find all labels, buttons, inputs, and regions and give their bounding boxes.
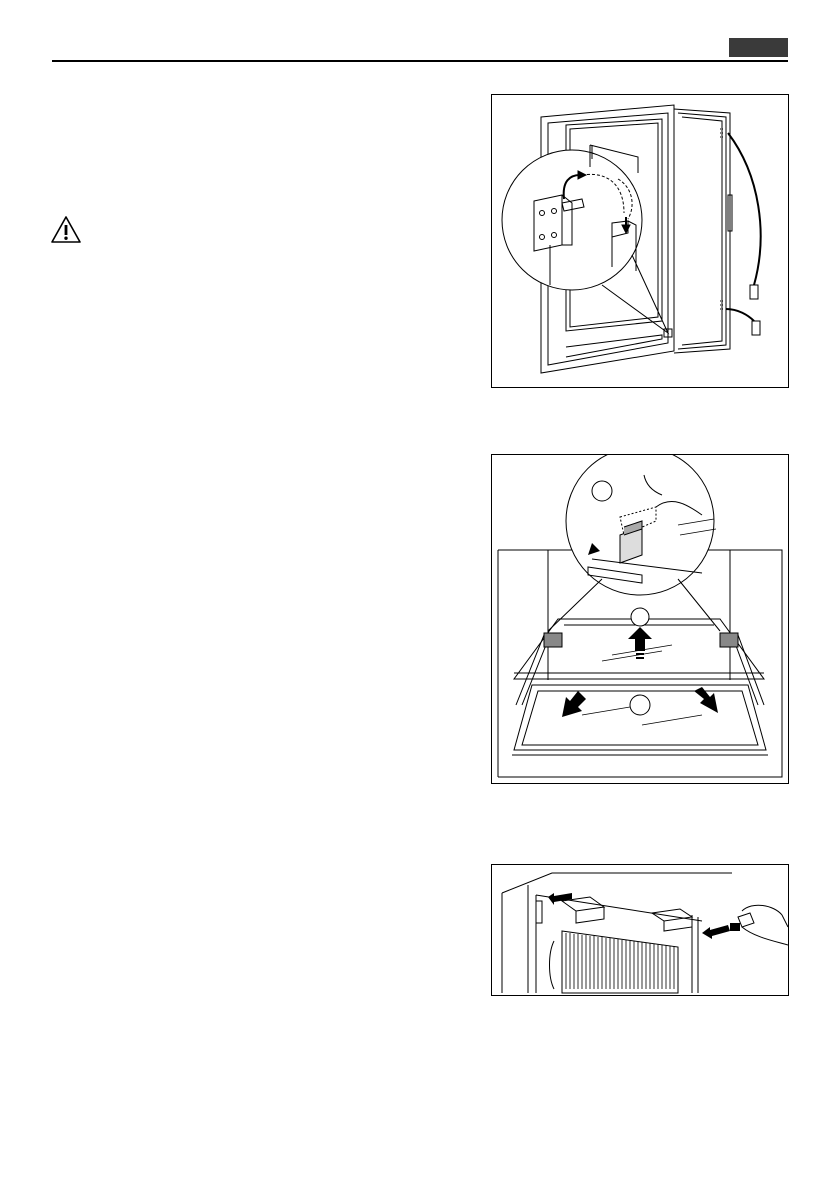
shelf-removal-illustration (492, 455, 788, 783)
drain-cleaning-illustration (492, 865, 788, 995)
drain-cleaning-figure (491, 864, 789, 996)
warning-triangle-icon (50, 215, 82, 245)
language-tab (729, 38, 788, 57)
door-hinge-figure (491, 94, 789, 388)
header-rule (52, 60, 788, 62)
door-hinge-illustration (492, 95, 788, 387)
shelf-removal-figure (491, 454, 789, 784)
